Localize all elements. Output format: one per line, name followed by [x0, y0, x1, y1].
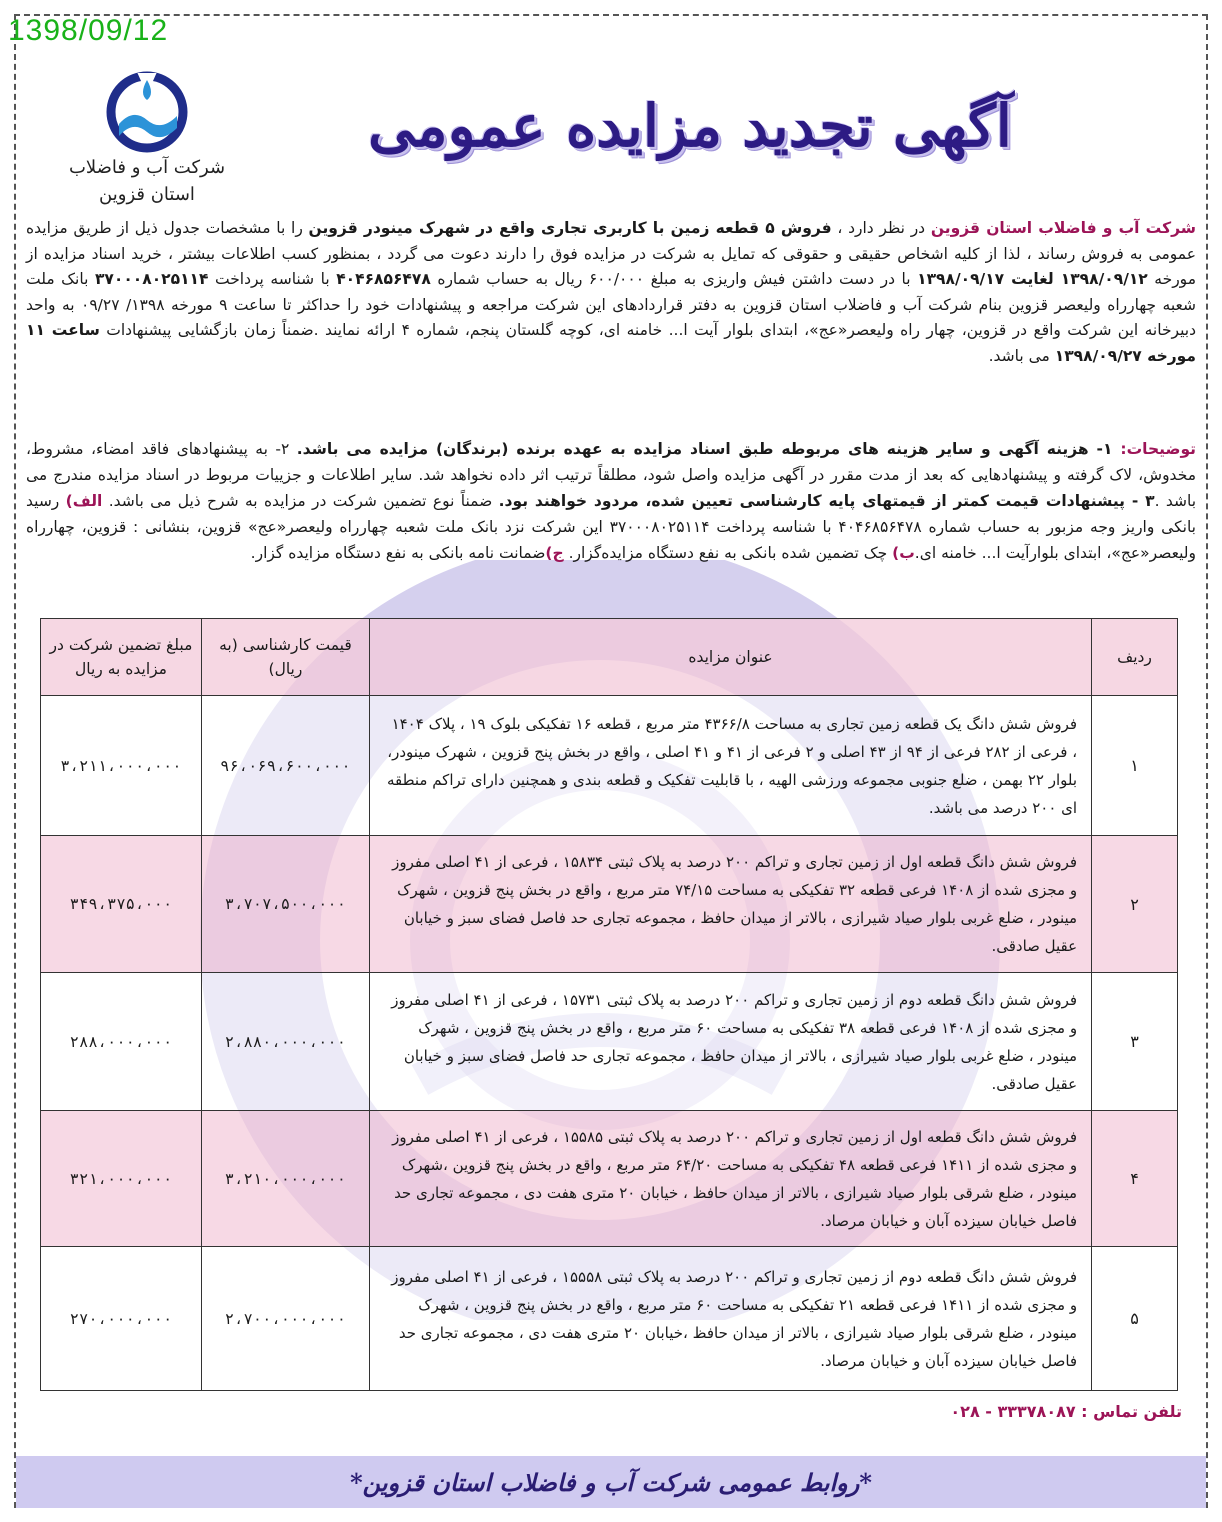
intro-text-6: می باشد.	[988, 346, 1055, 365]
row-title: فروش شش دانگ قطعه اول از زمین تجاری و تراکم ۲۰۰ درصد به پلاک ثبتی ۱۵۸۳۴ ، فرعی از ۴۱ اصلی مفروز و مجزی شده از ۱۴۰۸ فرعی قطعه ۳۲ تفکیکی به مساحت ۷۴/۱۵ متر مربع ، واقع در بخش پنج قزوین ، شهرک مینودر ، ضلع غربی بلوار صیاد شیرازی ، بالاتر از میدان حافظ ، مجموعه تجاری حد فاصل فضای سبز و خیابان عقیل صادقی.	[369, 836, 1091, 973]
row-deposit: ۲۷۰،۰۰۰،۰۰۰	[41, 1247, 202, 1391]
row-expert-price: ۹۶،۰۶۹،۶۰۰،۰۰۰	[201, 696, 369, 836]
account-number: ۴۰۴۶۸۵۶۴۷۸	[336, 270, 431, 288]
company-name: شرکت آب و فاضلاب استان قزوین	[930, 219, 1196, 237]
note-2: ۲- به پیشنهادهای فاقد امضاء، مشروط، مخدوش، لاک گرفته و پیشنهادهایی که بعد از مدت مقرر در آگهی مزایده واصل شود، مطلقاً ترتیب اثر داده نخواهد شد. سایر اطلاعات و جزییات مربوط در اسناد مزایده مندرج می باشد .	[26, 440, 1197, 510]
row-deposit: ۲۸۸،۰۰۰،۰۰۰	[41, 973, 202, 1111]
intro-text-3: با در دست داشتن فیش واریزی به مبلغ ۶۰۰/۰۰۰ ریال به حساب شماره	[430, 270, 918, 288]
row-expert-price: ۳،۷۰۷،۵۰۰،۰۰۰	[201, 836, 369, 973]
contact-phone: تلفن تماس : ۳۳۳۷۸۰۸۷ - ۰۲۸	[950, 1402, 1182, 1421]
note-marker-be: ب)	[892, 544, 915, 562]
row-number: ۲	[1092, 836, 1178, 973]
notes-paragraph	[26, 436, 1196, 566]
water-drop-logo-icon	[99, 68, 195, 154]
payment-id: ۳۷۰۰۰۸۰۲۵۱۱۴	[94, 270, 209, 288]
logo-line-2: استان قزوین	[99, 184, 195, 205]
row-number: ۴	[1092, 1111, 1178, 1247]
intro-text-1: در نظر دارد ،	[831, 219, 931, 237]
auction-table	[40, 618, 1178, 1391]
intro-text-5: بانک ملت شعبه چهارراه ولیعصر قزوین بنام شرکت آب و فاضلاب استان قزوین به دفتر قراردادهای این شرکت مراجعه و پیشنهادات خود را حداکثر تا ساعت ۹ مورخه ۱۳۹۸/ ۰۹/۲۷ به واحد دبیرخانه این شرکت واقع در قزوین، چهار راه ولیعصر«عج»، ابتدای بلوار آیت ا... خامنه ای، کوچه گلستان پنجم، شماره ۴ ارائه نمایند .ضمناً زمان بازگشایی پیشنهادات	[26, 270, 1196, 339]
note-3: ۳ - پیشنهادات قیمت کمتر از قیمتهای پایه کارشناسی تعیین شده، مردود خواهند بود.	[498, 492, 1155, 510]
table-row	[41, 836, 1178, 973]
table-row	[41, 1111, 1178, 1247]
table-row	[41, 1247, 1178, 1391]
opening-time: ساعت ۱۱ مورخه ۱۳۹۸/۰۹/۲۷	[26, 321, 1196, 365]
auction-subject: فروش ۵ قطعه زمین با کاربری تجاری واقع در شهرک مینودر قزوین	[308, 219, 832, 237]
logo-line-1: شرکت آب و فاضلاب	[68, 157, 226, 178]
row-number: ۵	[1092, 1247, 1178, 1391]
row-title: فروش شش دانگ قطعه دوم از زمین تجاری و تراکم ۲۰۰ درصد به پلاک ثبتی ۱۵۷۳۱ ، فرعی از ۴۱ اصلی مفروز و مجزی شده از ۱۴۰۸ فرعی قطعه ۳۸ تفکیکی به مساحت ۶۰ متر مربع ، واقع در بخش پنج قزوین ، شهرک مینودر ، ضلع غربی بلوار صیاد شیرازی ، بالاتر از میدان حافظ ، مجموعه تجاری حد فاصل فضای سبز و خیابان عقیل صادقی.	[369, 973, 1091, 1111]
header-row-number: ردیف	[1092, 619, 1178, 696]
row-expert-price: ۲،۸۸۰،۰۰۰،۰۰۰	[201, 973, 369, 1111]
header-auction-title: عنوان مزایده	[369, 619, 1091, 696]
note-bank-guarantee: ضمانت نامه بانکی به نفع دستگاه مزایده گزار.	[250, 544, 546, 562]
note-marker-jim: ج)	[545, 544, 564, 562]
row-title: فروش شش دانگ قطعه دوم از زمین تجاری و تراکم ۲۰۰ درصد به پلاک ثبتی ۱۵۵۵۸ ، فرعی از ۴۱ اصلی مفروز و مجزی شده از ۱۴۱۱ فرعی قطعه ۲۱ تفکیکی به مساحت ۶۰ متر مربع ، واقع در بخش پنج قزوین ، شهرک مینودر ، ضلع شرقی بلوار صیاد شیرازی ، بالاتر از میدان حافظ ،خیابان ۲۰ متری هفت دی ، مجموعه تجاری حد فاصل خیابان سیزده آبان و خیابان مرصاد.	[369, 1247, 1091, 1391]
row-deposit: ۳۲۱،۰۰۰،۰۰۰	[41, 1111, 202, 1247]
note-marker-alef: الف)	[65, 492, 103, 510]
intro-text-4: با شناسه پرداخت	[208, 270, 337, 288]
notes-label: توضیحات:	[1120, 440, 1196, 458]
footer-banner: *روابط عمومی شرکت آب و فاضلاب استان قزوین*	[16, 1456, 1206, 1508]
row-expert-price: ۳،۲۱۰،۰۰۰،۰۰۰	[201, 1111, 369, 1247]
note-guarantee-intro: ضمناً نوع تضمین شرکت در مزایده به شرح ذیل می باشد.	[102, 492, 499, 510]
row-number: ۱	[1092, 696, 1178, 836]
company-logo	[62, 68, 232, 208]
header-expert-price: قیمت کارشناسی (به ریال)	[201, 619, 369, 696]
intro-text-2: را با مشخصات جدول ذیل از طریق مزایده عمومی به فروش رساند ، لذا از کلیه اشخاص حقیقی و حقوقی که تمایل به شرکت در مزایده فوق را دارند دعوت می گردد ، بمنظور کسب اطلاعات بیشتر ، خرید اسناد مزایده از مورخه	[26, 219, 1196, 288]
note-certified-check: چک تضمین شده بانکی به نفع دستگاه مزایده‌گزار.	[563, 544, 893, 562]
row-deposit: ۳۴۹،۳۷۵،۰۰۰	[41, 836, 202, 973]
date-stamp: 1398/09/12	[8, 14, 169, 47]
table-header-row	[41, 619, 1178, 696]
row-title: فروش شش دانگ قطعه اول از زمین تجاری و تراکم ۲۰۰ درصد به پلاک ثبتی ۱۵۵۸۵ ، فرعی از ۴۱ اصلی مفروز و مجزی شده از ۱۴۱۱ فرعی قطعه ۴۸ تفکیکی به مساحت ۶۴/۲۰ متر مربع ، واقع در بخش پنج قزوین ،شهرک مینودر ، ضلع شرقی بلوار صیاد شیرازی ، بالاتر از میدان حافظ ، خیابان ۲۰ متری هفت دی ، مجموعه تجاری حد فاصل خیابان سیزده آبان و خیابان مرصاد.	[369, 1111, 1091, 1247]
note-1: ۱- هزینه آگهی و سایر هزینه های مربوطه طبق اسناد مزایده به عهده برنده (برندگان) مزایده می باشد.	[296, 440, 1121, 458]
document-dates: ۱۳۹۸/۰۹/۱۲ لغایت ۱۳۹۸/۰۹/۱۷	[917, 270, 1148, 288]
row-deposit: ۳،۲۱۱،۰۰۰،۰۰۰	[41, 696, 202, 836]
row-title: فروش شش دانگ یک قطعه زمین تجاری به مساحت ۴۳۶۶/۸ متر مربع ، قطعه ۱۶ تفکیکی بلوک ۱۹ ، پلاک ۱۴۰۴ ، فرعی از ۲۸۲ فرعی از ۹۴ از ۴۳ اصلی و ۲ فرعی از ۴۱ و ۴۱ اصلی ، واقع در بخش پنج قزوین ، شهرک مینودر، بلوار ۲۲ بهمن ، ضلع جنوبی مجموعه ورزشی الهیه ، با قابلیت تفکیک و قطعه بندی و همچنین دارای تراکم منطقه ای ۲۰۰ درصد می باشد.	[369, 696, 1091, 836]
page-title: آگهی تجدید مزایده عمومی	[368, 92, 1012, 160]
header-deposit-amount: مبلغ تضمین شرکت در مزایده به ریال	[41, 619, 202, 696]
row-expert-price: ۲،۷۰۰،۰۰۰،۰۰۰	[201, 1247, 369, 1391]
table-row	[41, 973, 1178, 1111]
row-number: ۳	[1092, 973, 1178, 1111]
intro-paragraph	[26, 216, 1196, 369]
table-row	[41, 696, 1178, 836]
note-bank-receipt: رسید بانکی واریز وجه مزبور به حساب شماره ۴۰۴۶۸۵۶۴۷۸ با شناسه پرداخت ۳۷۰۰۰۸۰۲۵۱۱۴ این شرکت نزد بانک ملت شعبه چهارراه ولیعصر«عج» قزوین، بنشانی : قزوین، چهارراه ولیعصر«عج»، ابتدای بلوارآیت ا... خامنه ای.	[26, 492, 1196, 562]
